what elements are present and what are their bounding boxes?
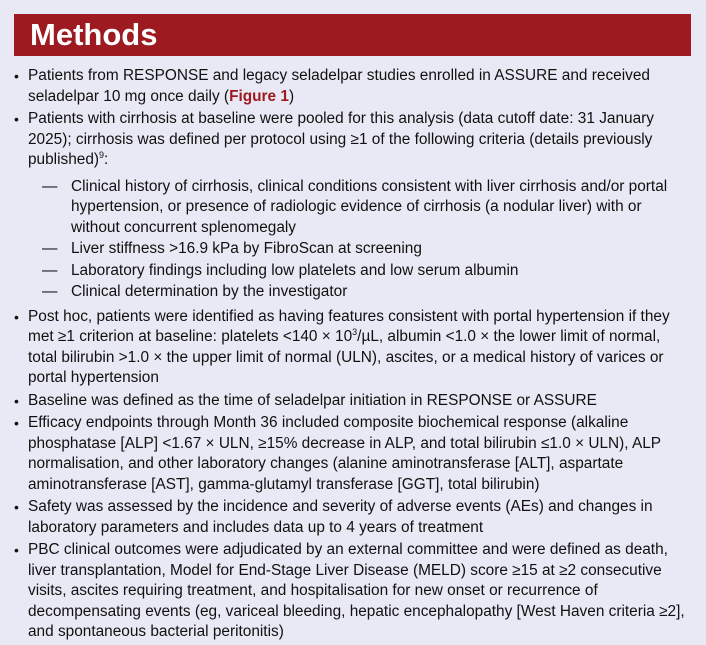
sublist-item: — Clinical history of cirrhosis, clinical conditions consistent with liver cirrhosis and/or portal hypertension, or presence of radiologic evidence of cirrhosis (a nodular liver) with or without concurrent splenomegaly (28, 177, 688, 239)
sublist-item: — Liver stiffness >16.9 kPa by FibroScan at screening (28, 239, 688, 260)
list-item: • Baseline was defined as the time of seladelpar initiation in RESPONSE or ASSURE (14, 391, 688, 412)
bullet-list (14, 66, 688, 643)
reference-superscript: 9 (99, 150, 105, 160)
exponent-superscript: 3 (352, 327, 358, 337)
section-header (14, 14, 691, 56)
sublist-item: — Clinical determination by the investigator (28, 282, 688, 303)
section-title: Methods (30, 17, 158, 52)
list-item: • PBC clinical outcomes were adjudicated by an external committee and were defined as death, liver transplantation, Model for End-Stage Liver Disease (MELD) score ≥15 at ≥2 consecutive visits, ascites requiring treatment, and hospitalisation for new onset or recurrence of decompensating events (eg, variceal bleeding, hepatic encephalopathy [West Haven criteria ≥2], and spontaneous bacterial peritonitis) (14, 540, 688, 643)
methods-content (14, 66, 688, 645)
list-item: • Post hoc, patients were identified as having features consistent with portal hypertension if they met ≥1 criterion at baseline: platelets $<140 \times 10^3/\mu L$, albumin <1.0 × the lower limit of normal, total bilirubin >1.0 × the upper limit of normal (ULN), ascites, or a medical history of varices or portal hypertension (14, 307, 688, 389)
list-item: • Patients from RESPONSE and legacy seladelpar studies enrolled in ASSURE and received seladelpar 10 mg once daily (Figure 1) (14, 66, 688, 107)
sublist-item: — Laboratory findings including low platelets and low serum albumin (28, 261, 688, 282)
figure-link[interactable]: Figure 1 (229, 87, 289, 105)
list-item: • Patients with cirrhosis at baseline were pooled for this analysis (data cutoff date: 31 January 2025); cirrhosis was defined per protocol using ≥1 of the following criteria (details previously published)$^9$: — Clinical history of cirrhosis, clinical conditions consistent with liver cirrhosis and/or portal hypertension, or presence of radiologic evidence of cirrhosis (a nodular liver) with or without concurrent splenomegaly — Liver stiffness >16.9 kPa by FibroScan at screening — Laboratory findings including low platelets and low serum albumin — Clinical determination by the investigator (14, 109, 688, 303)
criteria-sublist (28, 177, 688, 303)
list-item: • Safety was assessed by the incidence and severity of adverse events (AEs) and changes in laboratory parameters and includes data up to 4 years of treatment (14, 497, 688, 538)
list-item: • Efficacy endpoints through Month 36 included composite biochemical response (alkaline phosphatase [ALP] <1.67 × ULN, ≥15% decrease in ALP, and total bilirubin ≤1.0 × ULN), ALP normalisation, and other laboratory changes (alanine aminotransferase [ALT], aspartate aminotransferase [AST], gamma-glutamyl transferase [GGT], total bilirubin) (14, 413, 688, 495)
